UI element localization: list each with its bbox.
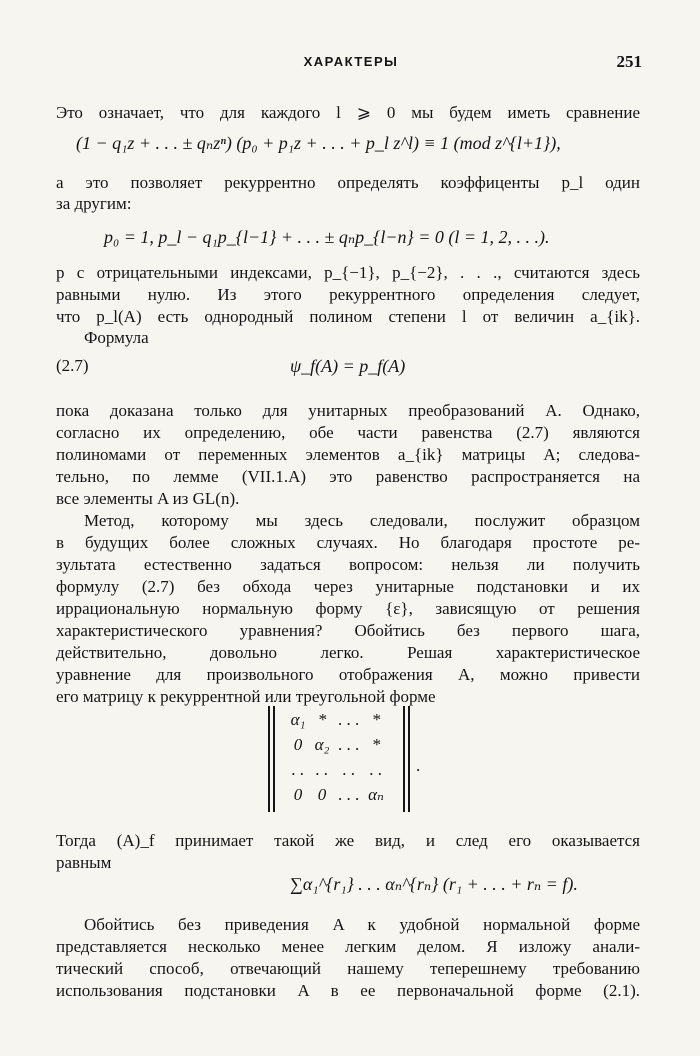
- text-line: Метод, которому мы здесь следовали, послужит образцом: [84, 511, 640, 530]
- equation-number: (2.7): [56, 356, 89, 375]
- text-line: согласно их определению, обе части равенства (2.7) являются: [56, 423, 640, 442]
- text-line: пока доказана только для унитарных преобразований A. Однако,: [56, 401, 640, 420]
- text-line: зультата естественно задаться вопросом: нельзя ли получить: [56, 555, 640, 574]
- text-line: что p_l(A) есть однородный полином степени l от величин a_{ik}.: [56, 307, 640, 326]
- triangular-matrix: [268, 706, 421, 812]
- text-line: полиномами от переменных элементов a_{ik} матрицы A; следова-: [56, 445, 640, 464]
- text-line: тельно, по лемме (VII.1.A) это равенство распространяется на: [56, 467, 640, 486]
- text-line: его матрицу к рекуррентной или треугольной форме: [56, 687, 436, 706]
- text-line: равными нулю. Из этого рекуррентного определения следует,: [56, 285, 640, 304]
- text-line: тический способ, отвечающий нашему теперешнему требованию: [56, 959, 640, 978]
- text-line: все элементы A из GL(n).: [56, 489, 240, 508]
- text-line: Формула: [84, 328, 149, 347]
- text-line: использования подстановки A в ее первоначальной форме (2.1).: [56, 981, 640, 1000]
- text-line: представляется несколько менее легким делом. Я изложу анали-: [56, 937, 640, 956]
- page-number: 251: [616, 52, 642, 71]
- text-line: Обойтись без приведения A к удобной нормальной форме: [84, 915, 640, 934]
- equation-2-7: ψ_f(A) = p_f(A): [290, 356, 406, 376]
- matrix-row: 0 α₂ . . . *: [293, 735, 381, 754]
- equation-trace-sum: ∑α₁^{r₁} . . . αₙ^{rₙ} (r₁ + . . . + rₙ = f).: [290, 874, 578, 894]
- text-line: в будущих более сложных случаях. Но благодаря простоте ре-: [56, 533, 640, 552]
- matrix-row: . . . . . . . .: [291, 760, 383, 779]
- matrix-row: α₁ * . . . *: [290, 710, 381, 729]
- matrix-row: 0 0 . . . αₙ: [293, 785, 384, 804]
- matrix-trailing-period: .: [416, 756, 421, 775]
- text-line: Это означает, что для каждого l ⩾ 0 мы будем иметь сравнение: [56, 103, 640, 122]
- text-line: равным: [56, 853, 112, 872]
- chapter-title: ХАРАКТЕРЫ: [303, 54, 399, 69]
- text-line: формулу (2.7) без обхода через унитарные подстановки и их: [56, 577, 640, 596]
- text-line: иррациональную нормальную форму {ε}, зависящую от решения: [56, 599, 640, 618]
- text-line: уравнение для произвольного отображения A, можно привести: [56, 665, 640, 684]
- text-line: Тогда (A)_f принимает такой же вид, и след его оказывается: [56, 831, 640, 850]
- equation-recurrence-product: (1 − q₁z + . . . ± qₙzⁿ) (p₀ + p₁z + . . . + p_l z^l) ≡ 1 (mod z^{l+1}),: [76, 133, 561, 153]
- text-line: действительно, довольно легко. Решая характеристическое: [56, 643, 640, 662]
- text-line: p с отрицательными индексами, p_{−1}, p_{−2}, . . ., считаются здесь: [56, 263, 640, 282]
- equation-recurrence: p₀ = 1, p_l − q₁p_{l−1} + . . . ± qₙp_{l−n} = 0 (l = 1, 2, . . .).: [104, 227, 550, 247]
- text-line: характеристического уравнения? Обойтись без первого шага,: [56, 621, 640, 640]
- text-line: за другим:: [56, 194, 132, 213]
- running-header: [60, 54, 642, 78]
- text-line: а это позволяет рекуррентно определять коэффиценты p_l один: [56, 173, 640, 192]
